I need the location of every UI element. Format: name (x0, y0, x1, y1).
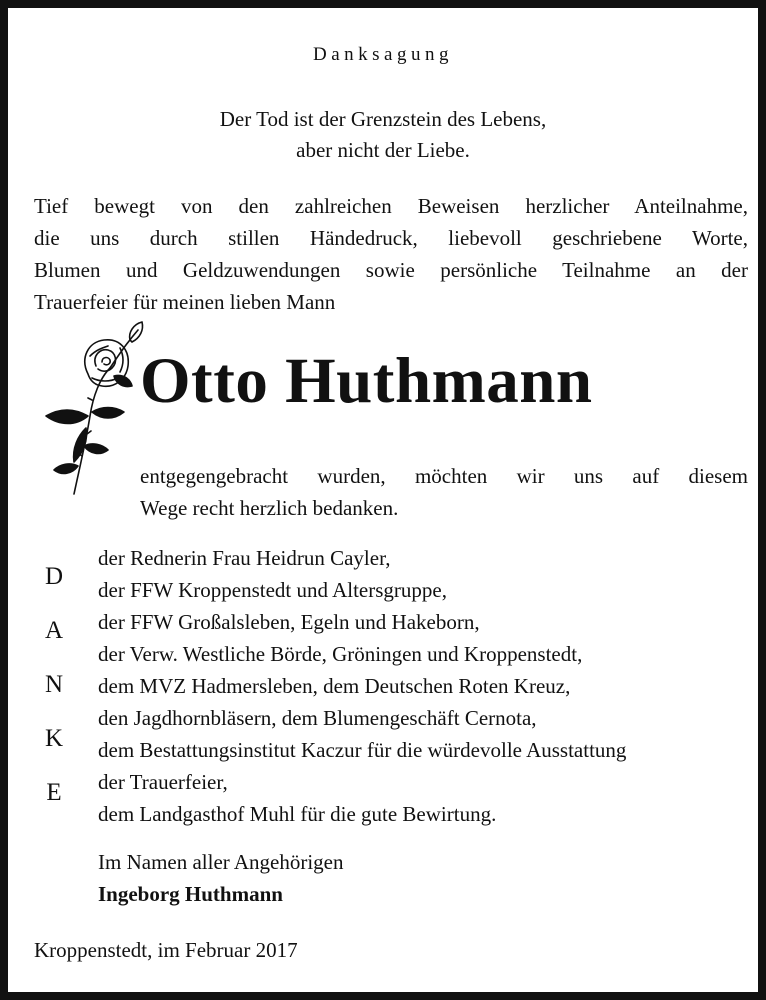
thanks-item: dem Landgasthof Muhl für die gute Bewirtung. (98, 802, 497, 826)
thanks-item: der FFW Kroppenstedt und Altersgruppe, (98, 578, 447, 602)
thanks-item: der Verw. Westliche Börde, Gröningen und Kroppenstedt, (98, 642, 583, 666)
intro-line: die uns durch stillen Händedruck, liebevoll geschriebene Worte, (34, 226, 748, 250)
quote-line-2: aber nicht der Liebe. (296, 138, 470, 162)
thanks-item: dem MVZ Hadmersleben, dem Deutschen Roten Kreuz, (98, 674, 571, 698)
rose-icon (30, 316, 150, 496)
signature-name: Ingeborg Huthmann (98, 882, 283, 906)
thanks-list (98, 542, 626, 830)
after-name-paragraph (140, 460, 748, 524)
intro-line: Trauerfeier für meinen lieben Mann (34, 290, 336, 314)
intro-line: Blumen und Geldzuwendungen sowie persönliche Teilnahme an der (34, 258, 748, 282)
danke-letter: E (46, 779, 62, 806)
thanks-item: dem Bestattungsinstitut Kaczur für die würdevolle Ausstattung (98, 738, 627, 762)
heading: Danksagung (313, 44, 453, 65)
thanks-item: der Rednerin Frau Heidrun Cayler, (98, 546, 391, 570)
danke-letter: D (44, 563, 64, 590)
thanks-item: der FFW Großalsleben, Egeln und Hakeborn, (98, 610, 480, 634)
quote (8, 104, 758, 166)
thanks-item: den Jagdhornbläsern, dem Blumengeschäft Cernota, (98, 706, 537, 730)
signature-line: Im Namen aller Angehörigen (98, 850, 344, 874)
place-date: Kroppenstedt, im Februar 2017 (34, 938, 298, 962)
thanks-item: der Trauerfeier, (98, 770, 228, 794)
danke-letter: A (44, 617, 64, 644)
quote-line-1: Der Tod ist der Grenzstein des Lebens, (219, 107, 547, 131)
deceased-name: Otto Huthmann (140, 345, 593, 417)
danke-letter: K (44, 725, 64, 752)
intro-paragraph (34, 190, 748, 318)
danke-vertical (36, 550, 72, 820)
intro-line: Tief bewegt von den zahlreichen Beweisen herzlicher Anteilnahme, (34, 194, 748, 218)
signature-block (98, 846, 344, 910)
after-name-line: Wege recht herzlich bedanken. (140, 496, 399, 520)
danke-letter: N (44, 671, 64, 698)
after-name-line: entgegengebracht wurden, möchten wir uns auf diesem (140, 464, 748, 488)
